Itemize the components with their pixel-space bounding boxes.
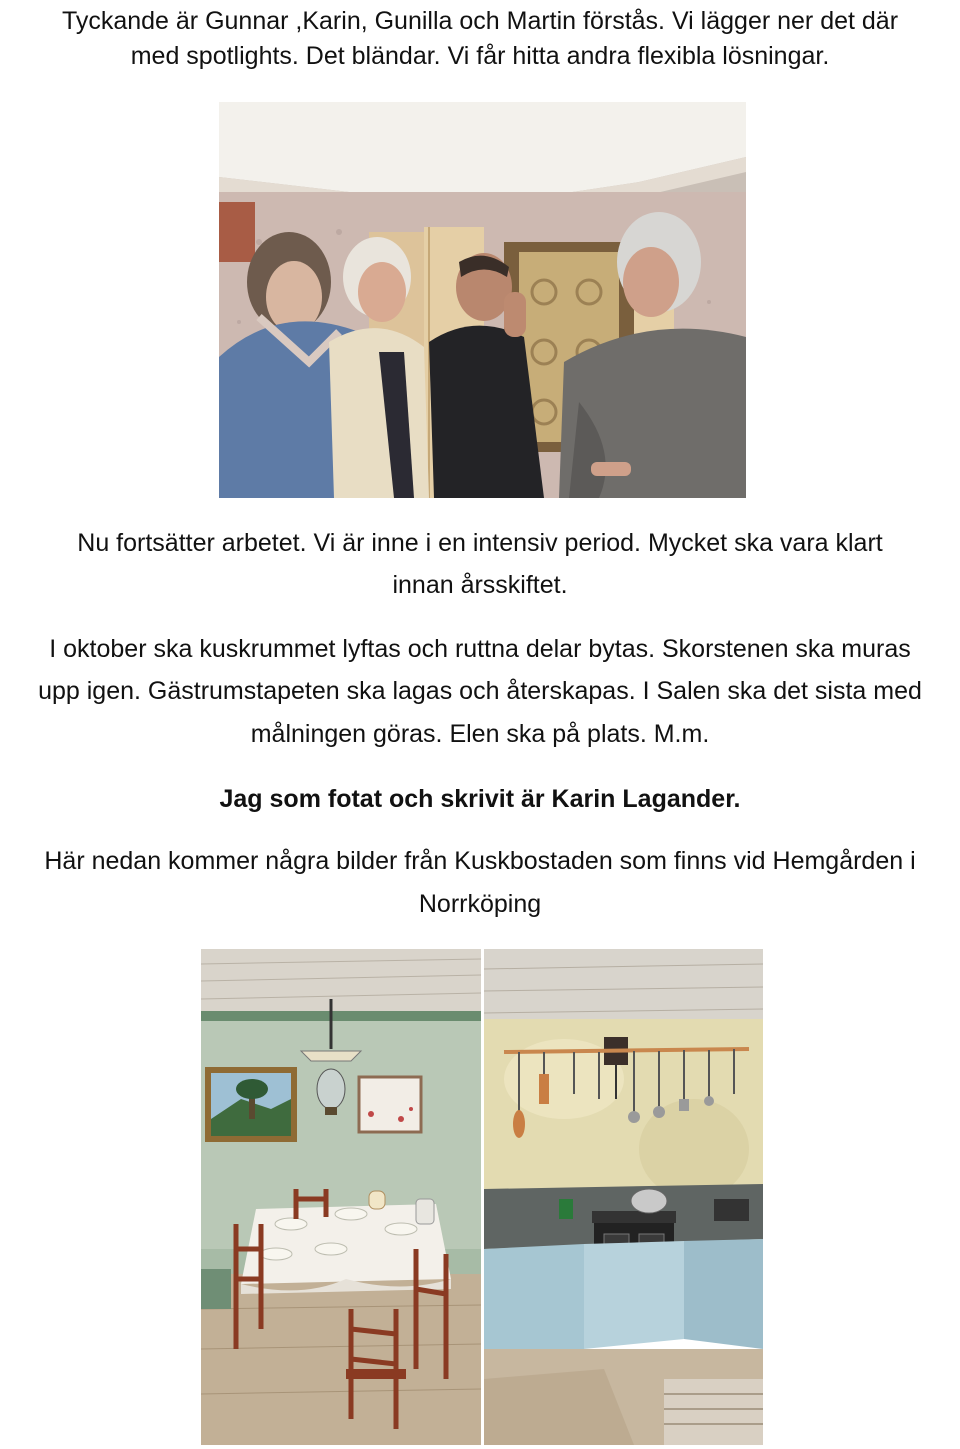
photo-kitchen-stove xyxy=(484,949,763,1445)
work-line-1: Nu fortsätter arbetet. Vi är inne i en intensiv period. Mycket ska vara klart xyxy=(77,529,883,557)
plan-line-3: målningen göras. Elen ska på plats. M.m. xyxy=(250,720,710,748)
more-line-1: Här nedan kommer några bilder från Kuskbostaden som finns vid Hemgården i xyxy=(44,847,916,875)
more-line-2: Norrköping xyxy=(418,890,542,918)
photo-dining-room xyxy=(201,949,481,1445)
work-line-2: innan årsskiftet. xyxy=(392,571,568,599)
plan-line-1: I oktober ska kuskrummet lyftas och ruttna delar bytas. Skorstenen ska muras xyxy=(49,635,911,663)
plan-line-2: upp igen. Gästrumstapeten ska lagas och återskapas. I Salen ska det sista med xyxy=(38,677,922,705)
intro-line-1: Tyckande är Gunnar ,Karin, Gunilla och Martin förstås. Vi lägger ner det där xyxy=(61,7,899,35)
author-line: Jag som fotat och skrivit är Karin Lagander. xyxy=(219,785,741,813)
photo-people-inspecting-wall xyxy=(219,102,746,498)
intro-line-2: med spotlights. Det bländar. Vi får hitta andra flexibla lösningar. xyxy=(130,42,830,70)
